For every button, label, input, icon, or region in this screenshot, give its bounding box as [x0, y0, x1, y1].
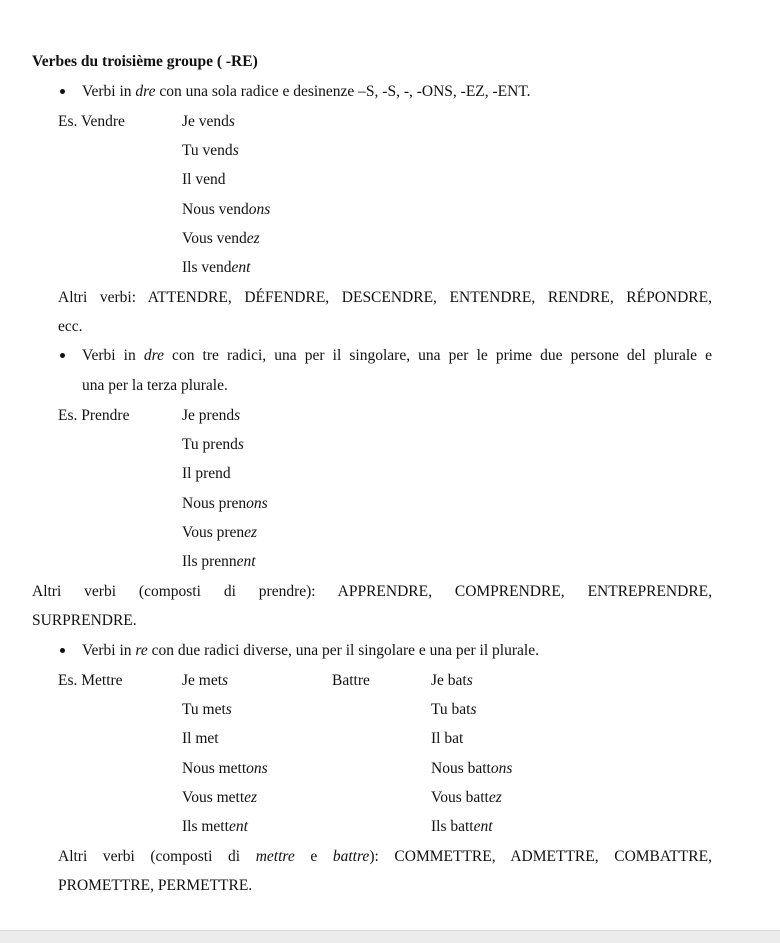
conjugation-form: Je vends	[182, 113, 235, 130]
conjugation-form: Tu prends	[182, 436, 244, 453]
conjugation-form: Ils prennent	[182, 553, 256, 570]
conjugation-form: Je mets	[182, 672, 229, 689]
conjugation-form: Vous mettez	[182, 789, 258, 806]
conjugation-form: Il vend	[182, 171, 226, 188]
bullet-dot	[60, 89, 65, 94]
example-label-mettre: Es. Mettre	[58, 672, 123, 689]
rule-text-2: Verbi in dre con tre radici, una per il singolare, una per le prime due persone del plurale e	[82, 347, 712, 364]
section-heading: Verbes du troisième groupe ( -RE)	[32, 53, 258, 70]
conjugation-form: Ils battent	[431, 818, 493, 835]
conjugation-form: Tu vends	[182, 142, 239, 159]
conjugation-form: Ils mettent	[182, 818, 248, 835]
conjugation-form: Nous mettons	[182, 760, 268, 777]
conjugation-form: Vous vendez	[182, 230, 260, 247]
example-label-vendre: Es. Vendre	[58, 113, 125, 130]
conjugation-form: Je prends	[182, 407, 241, 424]
conjugation-form: Il met	[182, 730, 219, 747]
page-bottom-band	[0, 930, 780, 943]
rule-text-3: Verbi in re con due radici diverse, una per il singolare e una per il plurale.	[82, 642, 539, 659]
conjugation-form: Nous battons	[431, 760, 513, 777]
conjugation-form: Il bat	[431, 730, 464, 747]
bullet-dot	[60, 648, 65, 653]
conjugation-form: Vous battez	[431, 789, 502, 806]
conjugation-form: Tu mets	[182, 701, 232, 718]
conjugation-form: Vous prenez	[182, 524, 258, 541]
conjugation-form: Ils vendent	[182, 259, 251, 276]
conjugation-form: Nous prenons	[182, 495, 268, 512]
bullet-dot	[60, 353, 65, 358]
example-label-prendre: Es. Prendre	[58, 407, 130, 424]
conjugation-form: Tu bats	[431, 701, 477, 718]
example-label-battre: Battre	[332, 672, 370, 689]
other-verbs-line: Altri verbi (composti di prendre): APPRENDRE, COMPRENDRE, ENTREPRENDRE,	[32, 583, 712, 600]
conjugation-form: Je bats	[431, 672, 473, 689]
conjugation-form: Il prend	[182, 465, 231, 482]
other-verbs-line: Altri verbi: ATTENDRE, DÉFENDRE, DESCENDRE, ENTENDRE, RENDRE, RÉPONDRE,	[58, 289, 712, 306]
rule-text-2-cont: una per la terza plurale.	[82, 377, 228, 394]
other-verbs-line: SURPRENDRE.	[32, 612, 137, 629]
other-verbs-line: PROMETTRE, PERMETTRE.	[58, 877, 253, 894]
rule-text-1: Verbi in dre con una sola radice e desinenze –S, -S, -, -ONS, -EZ, -ENT.	[82, 83, 531, 100]
other-verbs-line: ecc.	[58, 318, 83, 335]
other-verbs-line: Altri verbi (composti di mettre e battre): COMMETTRE, ADMETTRE, COMBATTRE,	[58, 848, 712, 865]
conjugation-form: Nous vendons	[182, 201, 271, 218]
